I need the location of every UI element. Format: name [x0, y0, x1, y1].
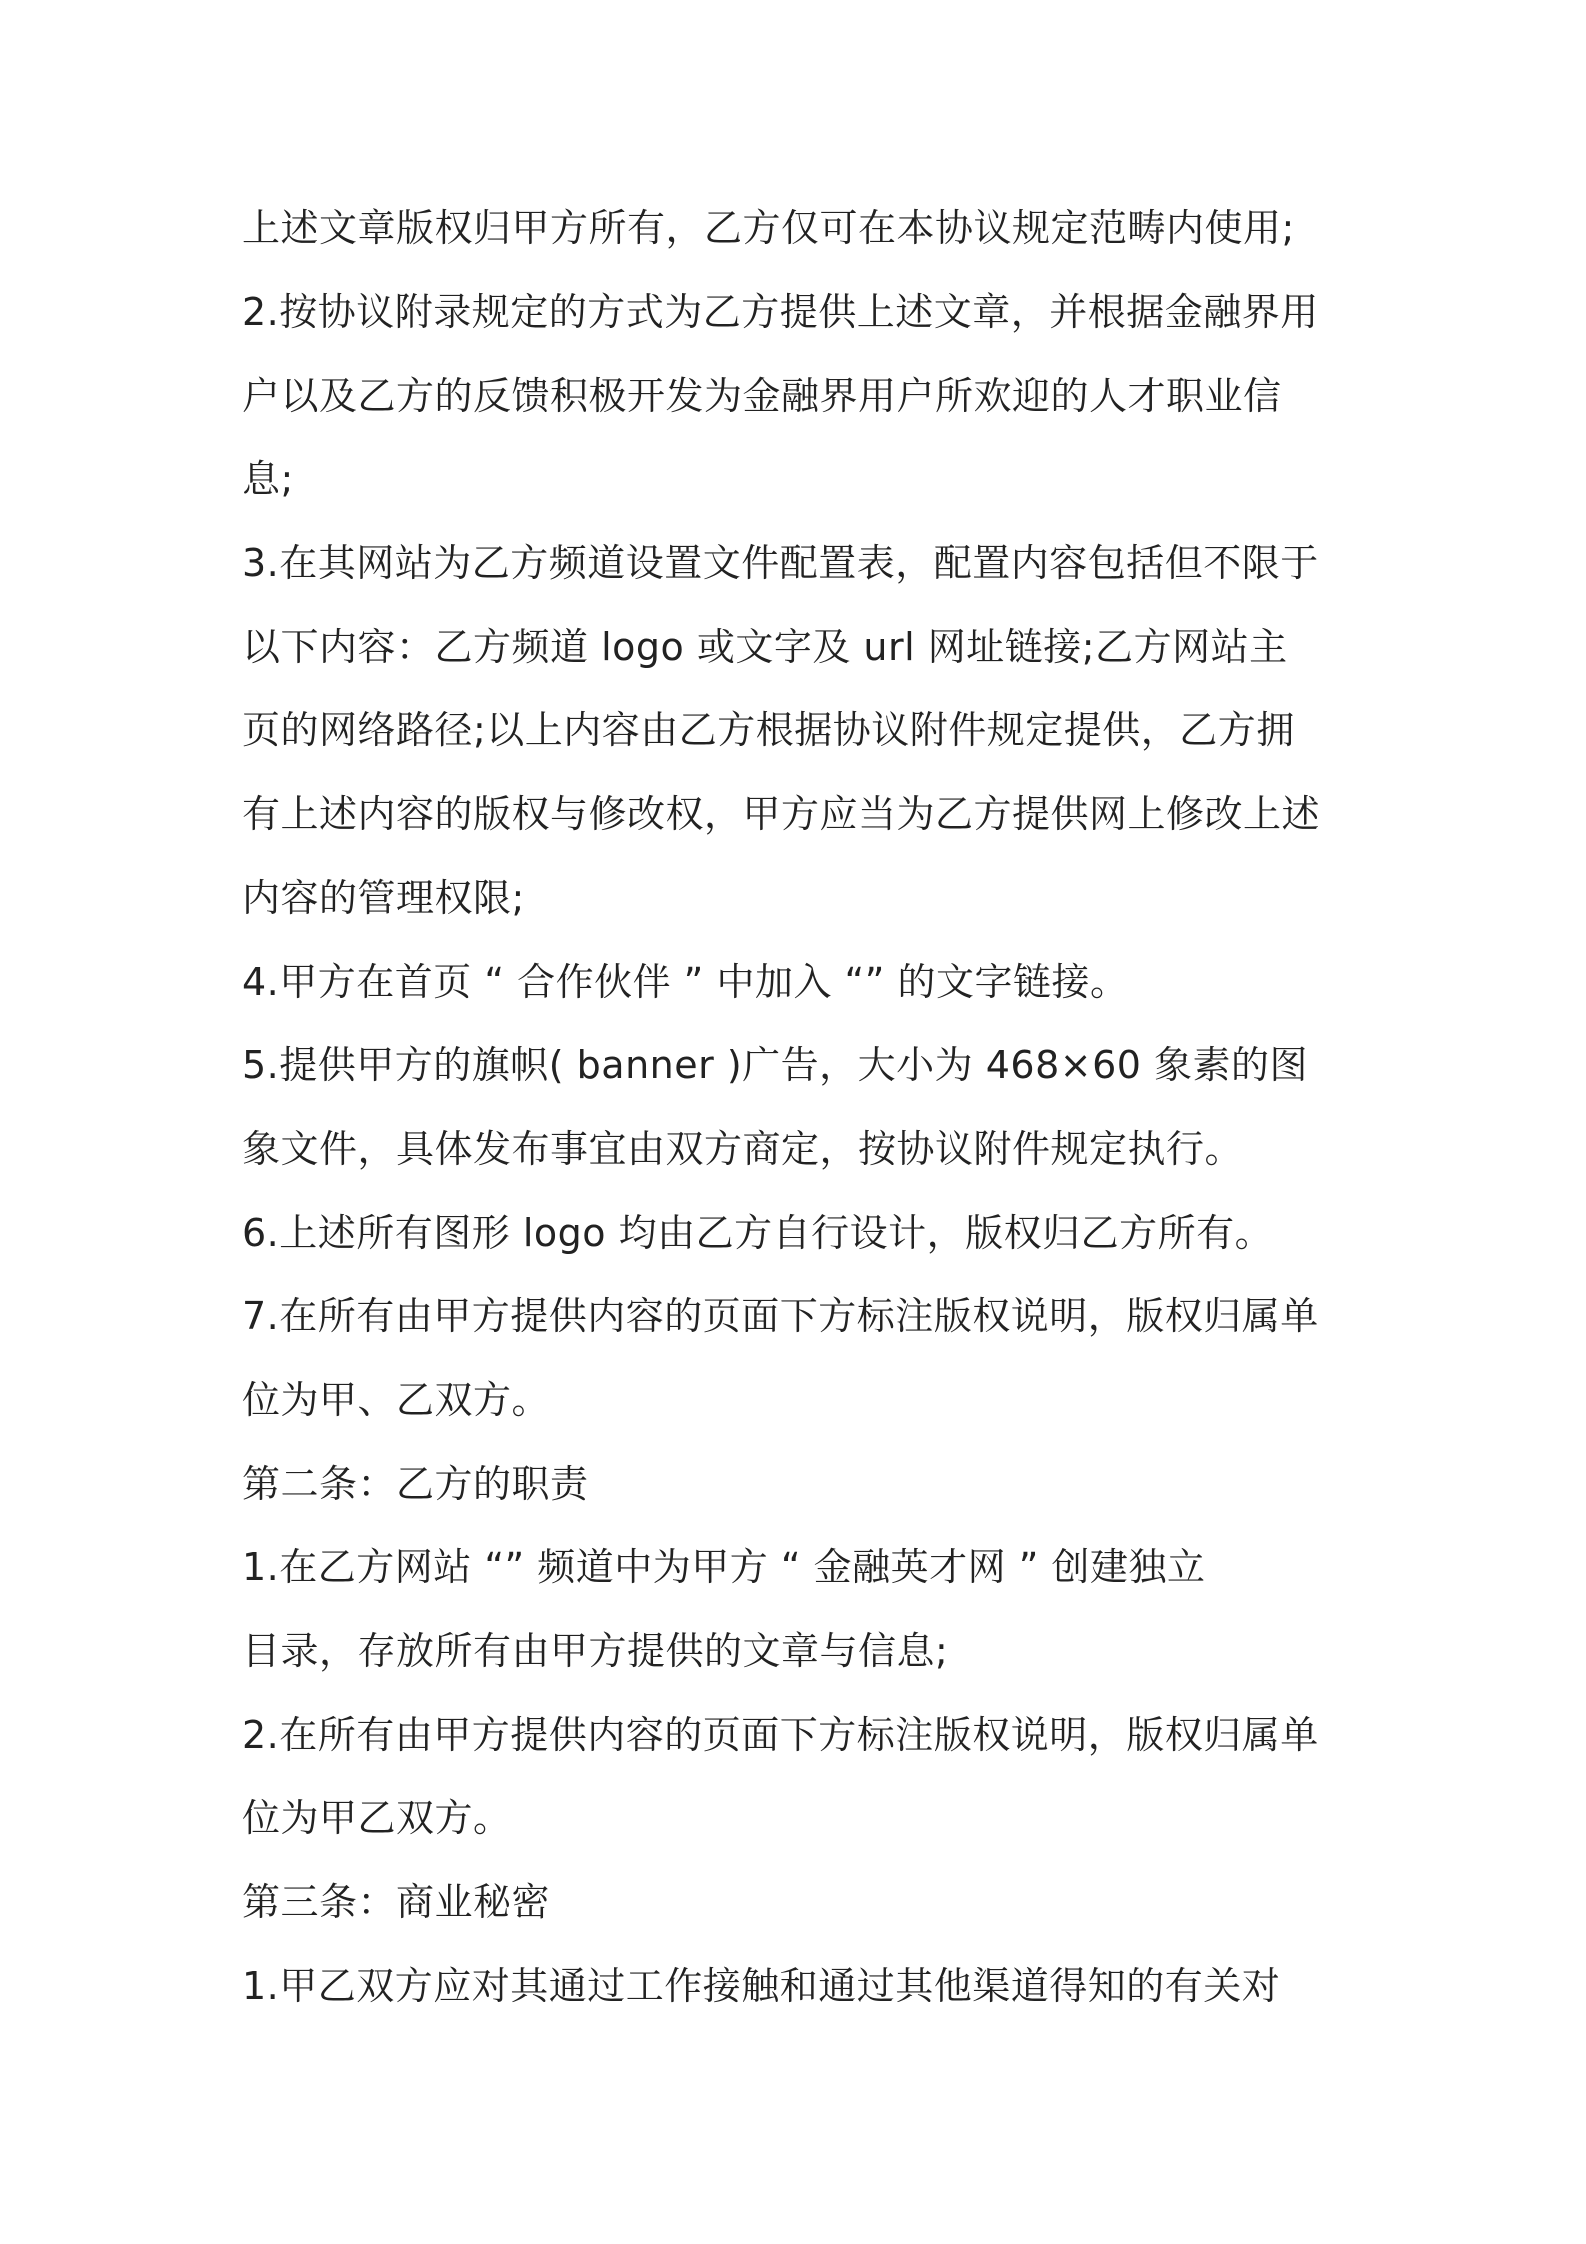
text-line: 1.甲乙双方应对其通过工作接触和通过其他渠道得知的有关对 — [242, 1964, 1281, 2008]
text-line: 内容的管理权限; — [242, 876, 525, 920]
text-line: 户以及乙方的反馈积极开发为金融界用户所欢迎的人才职业信 — [242, 374, 1282, 418]
text-line: 位为甲、乙双方。 — [242, 1378, 551, 1422]
text-line: 目录，存放所有由甲方提供的文章与信息; — [242, 1629, 949, 1673]
text-line: 6.上述所有图形 logo 均由乙方自行设计，版权归乙方所有。 — [242, 1211, 1274, 1255]
text-line: 以下内容：乙方频道 logo 或文字及 url 网址链接;乙方网站主 — [242, 625, 1288, 669]
text-line: 位为甲乙双方。 — [242, 1796, 512, 1840]
text-line: 页的网络路径;以上内容由乙方根据协议附件规定提供，乙方拥 — [242, 708, 1295, 752]
text-line: 4.甲方在首页 “ 合作伙伴 ” 中加入 “” 的文字链接。 — [242, 960, 1129, 1004]
text-line: 5.提供甲方的旗帜( banner )广告，大小为 468×60 象素的图 — [242, 1043, 1309, 1087]
section-heading: 第三条：商业秘密 — [242, 1880, 551, 1924]
text-line: 有上述内容的版权与修改权，甲方应当为乙方提供网上修改上述 — [242, 792, 1321, 836]
section-heading: 第二条：乙方的职责 — [242, 1462, 589, 1506]
text-line: 7.在所有由甲方提供内容的页面下方标注版权说明，版权归属单 — [242, 1294, 1319, 1338]
text-line: 2.按协议附录规定的方式为乙方提供上述文章，并根据金融界用 — [242, 290, 1319, 334]
text-line: 3.在其网站为乙方频道设置文件配置表，配置内容包括但不限于 — [242, 541, 1319, 585]
text-line: 上述文章版权归甲方所有，乙方仅可在本协议规定范畴内使用; — [242, 206, 1295, 250]
text-line: 1.在乙方网站 “” 频道中为甲方 “ 金融英才网 ” 创建独立 — [242, 1545, 1206, 1589]
text-line: 象文件，具体发布事宜由双方商定，按协议附件规定执行。 — [242, 1127, 1244, 1171]
text-line: 2.在所有由甲方提供内容的页面下方标注版权说明，版权归属单 — [242, 1713, 1319, 1757]
text-line: 息; — [242, 457, 294, 501]
